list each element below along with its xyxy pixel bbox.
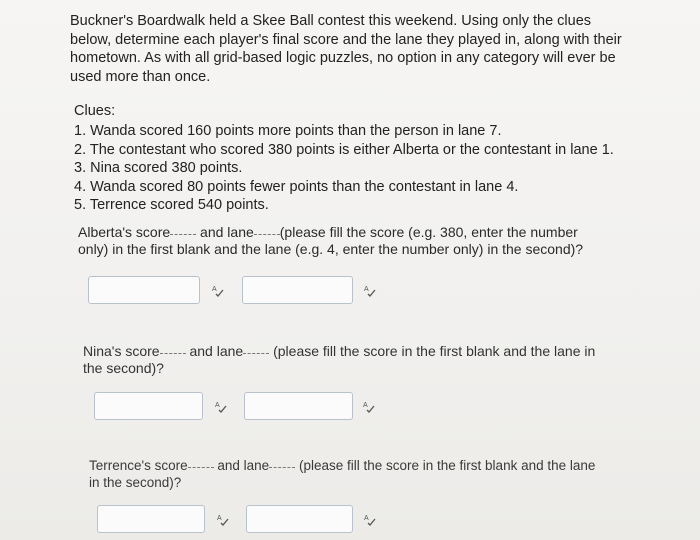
question-terrence [89,457,609,491]
nina-lane-input[interactable] [244,392,353,420]
question-instructions: (please fill the score (e.g. 380, enter the number only) in the first blank and the lane (e.g. 4, enter the number only) in the second)? [78,224,584,257]
alberta-score-field[interactable] [89,277,199,303]
terrence-score-field[interactable] [98,506,204,532]
terrence-score-input[interactable] [97,505,205,533]
svg-text:A: A [364,286,369,293]
score-blank [160,353,186,354]
clue-item: 2. The contestant who scored 380 points is either Alberta or the contestant in lane 1. [74,141,614,158]
terrence-lane-field[interactable] [247,506,352,532]
spell-check-icon[interactable] [363,283,377,297]
nina-score-field[interactable] [95,393,202,419]
score-blank [170,234,196,235]
clue-item: 1. Wanda scored 160 points more points than the person in lane 7. [74,123,502,139]
svg-text:A: A [364,515,369,522]
svg-text:A: A [217,515,222,522]
problem-intro: Buckner's Boardwalk held a Skee Ball contest this weekend. Using only the clues below, determine each player's final score and the lane they played in, along with their hometown. As with all grid-based logic puzzles, no option in any category will ever be used more than once. [70,13,622,85]
spell-check-icon[interactable] [363,512,377,526]
question-text-score: Nina's score [83,343,160,359]
question-text-lane: and lane [200,224,254,240]
question-instructions: (please fill the score in the first blank and the lane in the second)? [89,458,596,490]
question-text-score: Terrence's score [89,458,188,473]
spell-check-icon[interactable] [211,283,225,297]
clue-item: 3. Nina scored 380 points. [74,160,243,176]
clue-item: 5. Terrence scored 540 points. [74,197,269,213]
question-text-lane: and lane [217,458,270,473]
nina-lane-field[interactable] [245,393,352,419]
question-text-score: Alberta's score [78,224,171,240]
terrence-lane-input[interactable] [246,505,353,533]
spell-check-icon[interactable] [214,399,228,413]
question-instructions: (please fill the score in the first blank and the lane in the second)? [83,343,596,376]
lane-blank [243,353,269,354]
question-alberta [78,224,608,258]
question-text-lane: and lane [189,343,244,359]
lane-blank [254,234,280,235]
alberta-score-input[interactable] [88,276,200,304]
svg-text:A: A [215,402,220,409]
alberta-lane-input[interactable] [242,276,353,304]
svg-text:A: A [212,286,217,293]
score-blank [188,467,214,468]
clue-item: 4. Wanda scored 80 points fewer points than the contestant in lane 4. [74,178,519,195]
spell-check-icon[interactable] [216,512,230,526]
clue-list [74,122,614,215]
lane-blank [269,467,295,468]
alberta-lane-field[interactable] [243,277,352,303]
clues-heading: Clues: [74,103,116,119]
svg-text:A: A [363,402,368,409]
nina-score-input[interactable] [94,392,203,420]
question-nina [83,343,603,377]
spell-check-icon[interactable] [362,399,376,413]
